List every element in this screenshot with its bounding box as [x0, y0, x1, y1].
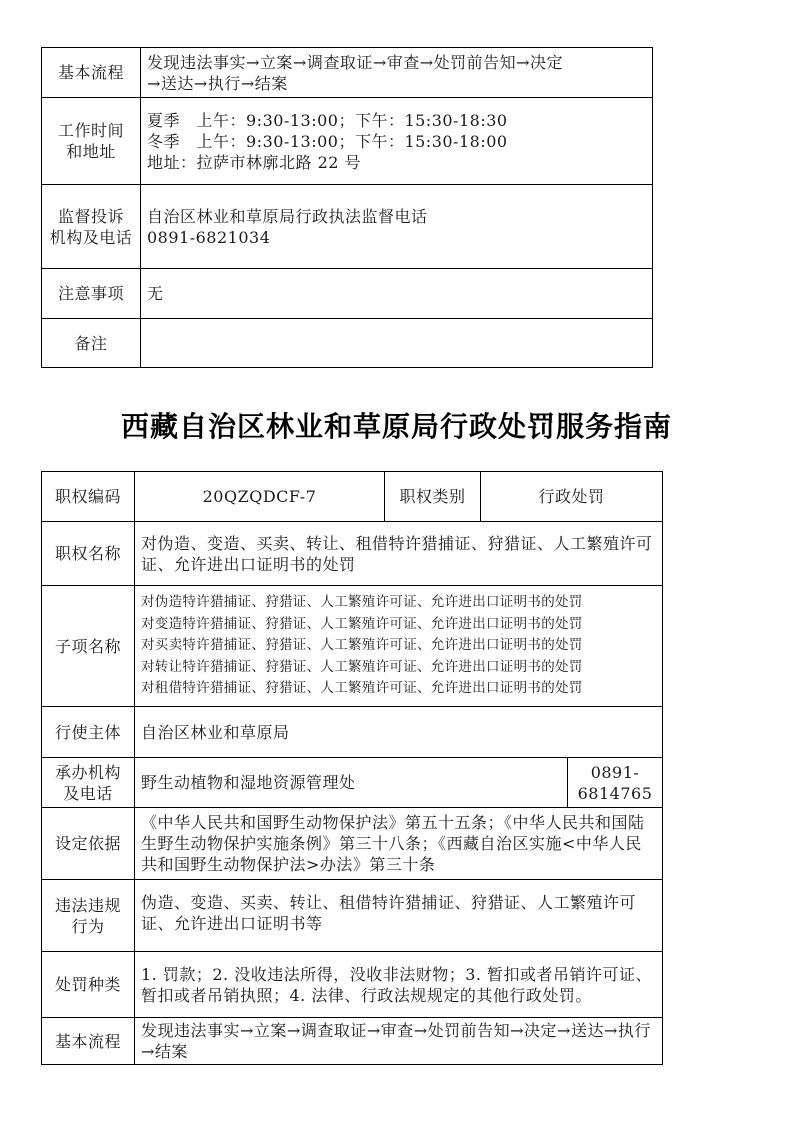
subitem: 对转让特许猎捕证、狩猎证、人工繁殖许可证、允许进出口证明书的处罚 — [141, 658, 583, 675]
label-line: 工作时间 — [57, 121, 124, 140]
supervision-value — [141, 185, 653, 269]
notes-value: 无 — [141, 269, 653, 319]
label-penalty-types: 处罚种类 — [42, 952, 135, 1018]
label-line: 承办机构 — [54, 762, 121, 782]
table-row — [42, 586, 663, 707]
label-line: 监督投诉 — [57, 206, 124, 226]
handling-org-phone: 0891-6814765 — [568, 758, 663, 808]
subitem: 对租借特许猎捕证、狩猎证、人工繁殖许可证、允许进出口证明书的处罚 — [141, 680, 583, 697]
table-row — [42, 707, 663, 758]
service-info-table-continued — [41, 47, 653, 368]
penalty-guide-table — [41, 471, 663, 1065]
penalty-types-value: 1. 罚款；2. 没收违法所得，没收非法财物；3. 暂扣或者吊销许可证、暂扣或者吊销执照；4. 法律、行政法规规定的其他行政处罚。 — [135, 952, 663, 1018]
document-title: 西藏自治区林业和草原局行政处罚服务指南 — [120, 410, 672, 443]
table-row — [42, 1018, 663, 1065]
table-row — [42, 185, 653, 269]
subitem: 对变造特许猎捕证、狩猎证、人工繁殖许可证、允许进出口证明书的处罚 — [141, 615, 583, 632]
text-line: 发现违法事实→立案→调查取证→审查→处罚前告知→决定 — [147, 52, 564, 72]
label-line: 行为 — [71, 916, 105, 936]
row-label-remarks: 备注 — [42, 319, 141, 368]
text-line: →送达→执行→结案 — [147, 73, 288, 93]
supervision-phone: 0891-6821034 — [147, 227, 271, 247]
table-row — [42, 758, 663, 808]
table-row — [42, 952, 663, 1018]
subitems-list — [135, 586, 663, 707]
label-authority-name: 职权名称 — [42, 522, 135, 586]
table-row — [42, 98, 653, 185]
label-legal-basis: 设定依据 — [42, 808, 135, 880]
summer-hours: 夏季 上午：9:30-13:00；下午：15:30-18:30 — [147, 110, 508, 130]
authority-code-value: 20QZQDCF-7 — [135, 472, 385, 522]
legal-basis-value: 《中华人民共和国野生动物保护法》第五十五条；《中华人民共和国陆生野生动物保护实施条例》第三十八条；《西藏自治区实施<中华人民共和国野生动物保护法>办法》第三十条 — [135, 808, 663, 880]
authority-name-value: 对伪造、变造、买卖、转让、租借特许猎捕证、狩猎证、人工繁殖许可证、允许进出口证明书的处罚 — [135, 522, 663, 586]
label-basic-process: 基本流程 — [42, 1018, 135, 1065]
basic-process-value — [141, 48, 653, 98]
label-line: 和地址 — [66, 142, 116, 161]
handling-org-value: 野生动植物和湿地资源管理处 — [135, 758, 568, 808]
row-label-supervision — [42, 185, 141, 269]
label-violation — [42, 880, 135, 952]
authority-category-value: 行政处罚 — [481, 472, 663, 522]
violation-value: 伪造、变造、买卖、转让、租借特许猎捕证、狩猎证、人工繁殖许可证、允许进出口证明书等 — [135, 880, 663, 952]
row-label-basic-process: 基本流程 — [42, 48, 141, 98]
table-row — [42, 472, 663, 522]
basic-process-value-2: 发现违法事实→立案→调查取证→审查→处罚前告知→决定→送达→执行→结案 — [135, 1018, 663, 1065]
table-row — [42, 48, 653, 98]
label-authority-code: 职权编码 — [42, 472, 135, 522]
label-executing-subject: 行使主体 — [42, 707, 135, 758]
supervision-org: 自治区林业和草原局行政执法监督电话 — [147, 206, 428, 226]
table-row — [42, 522, 663, 586]
label-authority-category: 职权类别 — [385, 472, 481, 522]
executing-subject-value: 自治区林业和草原局 — [135, 707, 663, 758]
subitem: 对买卖特许猎捕证、狩猎证、人工繁殖许可证、允许进出口证明书的处罚 — [141, 637, 583, 654]
table-row — [42, 808, 663, 880]
label-handling-org — [42, 758, 135, 808]
label-line: 及电话 — [63, 783, 113, 803]
label-line: 违法违规 — [54, 895, 121, 915]
hours-address-value — [141, 98, 653, 185]
subitem: 对伪造特许猎捕证、狩猎证、人工繁殖许可证、允许进出口证明书的处罚 — [141, 594, 583, 611]
row-label-hours-address — [42, 98, 141, 185]
table-row — [42, 269, 653, 319]
winter-hours: 冬季 上午：9:30-13:00；下午：15:30-18:00 — [147, 131, 508, 151]
label-subitems: 子项名称 — [42, 586, 135, 707]
label-line: 机构及电话 — [49, 227, 133, 247]
address: 地址：拉萨市林廓北路 22 号 — [147, 152, 362, 172]
remarks-value — [141, 319, 653, 368]
table-row — [42, 880, 663, 952]
row-label-notes: 注意事项 — [42, 269, 141, 319]
table-row — [42, 319, 653, 368]
